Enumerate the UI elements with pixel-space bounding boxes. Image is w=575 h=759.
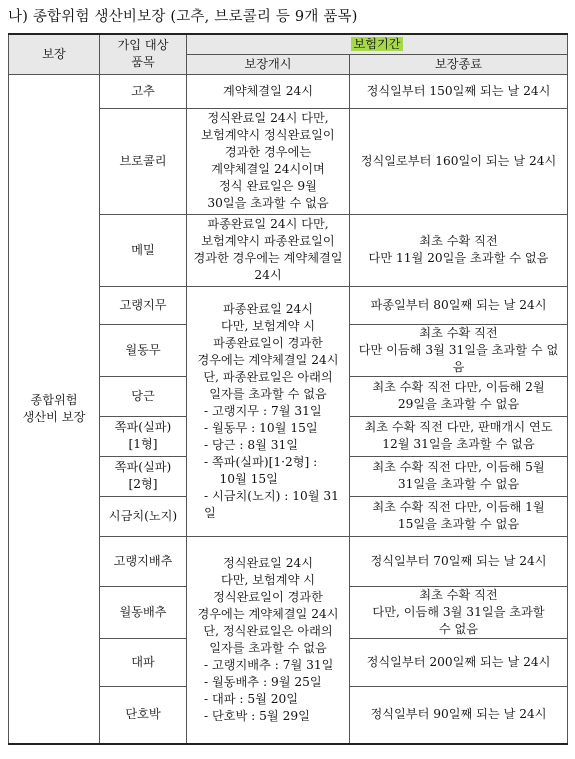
row-item: 시금치(노지) bbox=[100, 496, 187, 536]
row-end: 최초 수확 직전 다만, 이듬해 1월 15일을 초과할 수 없음 bbox=[350, 496, 568, 536]
row-end: 최초 수확 직전 다만 11월 20일을 초과할 수 없음 bbox=[350, 214, 568, 286]
planting-date-item: - 고랭지배추 : 7월 31일 bbox=[204, 657, 334, 672]
row-end: 정식일부터 70일째 되는 날 24시 bbox=[350, 536, 568, 586]
row-item: 쪽파(실파) [1형] bbox=[100, 416, 187, 456]
header-period bbox=[187, 34, 568, 54]
row-end: 최초 수확 직전 다만, 이듬해 2월 29일을 초과할 수 없음 bbox=[350, 376, 568, 416]
header-item: 가입 대상 품목 bbox=[100, 34, 187, 74]
planting-date-list bbox=[190, 657, 346, 725]
row-item: 메밀 bbox=[100, 214, 187, 286]
header-coverage: 보장 bbox=[9, 34, 100, 74]
sowing-date-item: - 월동무 : 10월 15일 bbox=[204, 420, 318, 435]
row-end: 최초 수확 직전 다만, 이듬해 3월 31일을 초과할 수 없음 bbox=[350, 586, 568, 638]
row-item: 고랭지무 bbox=[100, 286, 187, 324]
sowing-group-text: 파종완료일 24시 다만, 보험계약 시 파종완료일이 경과한 경우에는 계약체결일 24시 단, 파종완료일은 아래의 일자를 초과할 수 없음 bbox=[197, 301, 339, 401]
section-heading: 나) 종합위험 생산비보장 (고추, 브로콜리 등 9개 품목) bbox=[8, 9, 358, 25]
row-start: 정식완료일 24시 다만, 보험계약시 정식완료일이 경과한 경우에는 계약체결일 24시이며 정식 완료일은 9월 30일을 초과할 수 없음 bbox=[187, 108, 350, 214]
header-end: 보장종료 bbox=[350, 54, 568, 74]
row-start: 파종완료일 24시 다만, 보험계약시 파종완료일이 경과한 경우에는 계약체결일 24시 bbox=[187, 214, 350, 286]
row-end: 최초 수확 직전 다만 이듬해 3월 31일을 초과할 수 없음 bbox=[350, 324, 568, 376]
row-item: 고추 bbox=[100, 74, 187, 108]
row-end: 파종일부터 80일째 되는 날 24시 bbox=[350, 286, 568, 324]
planting-group-start bbox=[187, 536, 350, 744]
sowing-date-item: - 고랭지무 : 7월 31일 bbox=[204, 403, 322, 418]
header-start: 보장개시 bbox=[187, 54, 350, 74]
row-item: 당근 bbox=[100, 376, 187, 416]
row-end: 정식일로부터 160일이 되는 날 24시 bbox=[350, 108, 568, 214]
sowing-date-list bbox=[190, 403, 346, 522]
planting-date-item: - 월동배추 : 9월 25일 bbox=[204, 674, 322, 689]
sowing-date-item: - 당근 : 8월 31일 bbox=[204, 437, 299, 452]
row-start: 계약체결일 24시 bbox=[187, 74, 350, 108]
row-item: 월동무 bbox=[100, 324, 187, 376]
row-item: 쪽파(실파) [2형] bbox=[100, 456, 187, 496]
sowing-date-item: - 시금치(노지) : 10월 31일 bbox=[204, 488, 339, 520]
planting-date-item: - 대파 : 5월 20일 bbox=[204, 691, 299, 706]
row-end: 최초 수확 직전 다만, 이듬해 5월 31일을 초과할 수 없음 bbox=[350, 456, 568, 496]
row-end: 정식일부터 150일째 되는 날 24시 bbox=[350, 74, 568, 108]
row-item: 대파 bbox=[100, 638, 187, 686]
row-item: 월동배추 bbox=[100, 586, 187, 638]
header-period-label: 보험기간 bbox=[353, 36, 401, 51]
row-end: 정식일부터 200일째 되는 날 24시 bbox=[350, 638, 568, 686]
row-item: 고랭지배추 bbox=[100, 536, 187, 586]
sowing-group-start bbox=[187, 286, 350, 536]
row-end: 정식일부터 90일째 되는 날 24시 bbox=[350, 686, 568, 744]
row-item: 브로콜리 bbox=[100, 108, 187, 214]
sowing-date-item: - 쪽파(실파)[1·2형] : 10월 15일 bbox=[204, 454, 318, 486]
planting-date-item: - 단호박 : 5월 29일 bbox=[204, 708, 310, 723]
coverage-name: 종합위험 생산비 보장 bbox=[9, 74, 100, 744]
planting-group-text: 정식완료일 24시 다만, 보험계약 시 정식완료일이 경과한 경우에는 계약체결일 24시 단, 정식완료일은 아래의 일자를 초과할 수 없음 bbox=[197, 555, 339, 655]
row-item: 단호박 bbox=[100, 686, 187, 744]
row-end: 최초 수확 직전 다만, 판매개시 연도 12월 31일을 초과할 수 없음 bbox=[350, 416, 568, 456]
coverage-table bbox=[8, 33, 568, 745]
